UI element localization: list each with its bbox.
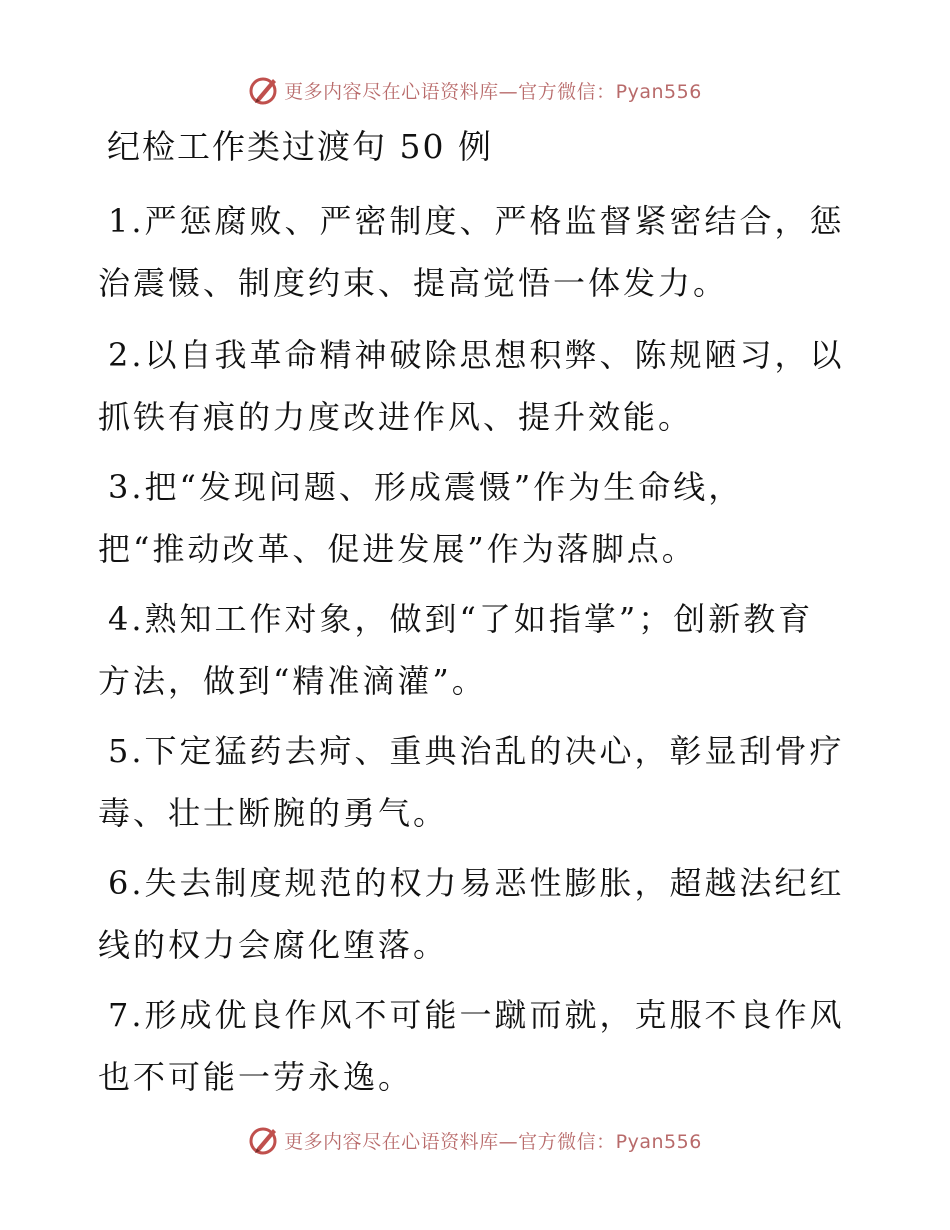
header-banner-text: 更多内容尽在心语资料库—官方微信：Pyan556 bbox=[284, 80, 702, 103]
document-title: 纪检工作类过渡句 50 例 bbox=[107, 127, 493, 166]
header-banner bbox=[0, 70, 950, 110]
list-item bbox=[98, 720, 845, 844]
list-item bbox=[98, 324, 845, 448]
list-item bbox=[98, 456, 833, 580]
item-line: 也不可能一劳永逸。 bbox=[98, 1058, 414, 1096]
item-line: 4.熟知工作对象，做到“了如指掌”；创新教育 bbox=[108, 600, 814, 638]
item-line: 把“推动改革、促进发展”作为落脚点。 bbox=[98, 530, 697, 568]
pen-logo-icon bbox=[248, 74, 280, 106]
item-line: 3.把“发现问题、形成震慑”作为生命线， bbox=[108, 468, 744, 506]
item-line: 7.形成优良作风不可能一蹴而就，克服不良作风 bbox=[108, 996, 845, 1034]
item-line: 毒、壮士断腕的勇气。 bbox=[98, 794, 449, 832]
item-line: 2.以自我革命精神破除思想积弊、陈规陋习，以 bbox=[108, 336, 845, 374]
list-item bbox=[98, 852, 845, 976]
item-line: 1.严惩腐败、严密制度、严格监督紧密结合，惩 bbox=[108, 202, 845, 240]
item-line: 线的权力会腐化堕落。 bbox=[98, 926, 449, 964]
item-line: 6.失去制度规范的权力易恶性膨胀，超越法纪红 bbox=[108, 864, 845, 902]
footer-banner bbox=[0, 1120, 950, 1160]
list-item bbox=[98, 588, 833, 712]
footer-banner-text: 更多内容尽在心语资料库—官方微信：Pyan556 bbox=[284, 1130, 702, 1153]
item-line: 5.下定猛药去疴、重典治乱的决心，彰显刮骨疗 bbox=[108, 732, 845, 770]
item-line: 治震慑、制度约束、提高觉悟一体发力。 bbox=[98, 264, 729, 302]
item-line: 抓铁有痕的力度改进作风、提升效能。 bbox=[98, 398, 694, 436]
list-item bbox=[98, 190, 845, 314]
pen-logo-icon bbox=[248, 1124, 280, 1156]
item-line: 方法，做到“精准滴灌”。 bbox=[98, 662, 487, 700]
list-item bbox=[98, 984, 845, 1108]
